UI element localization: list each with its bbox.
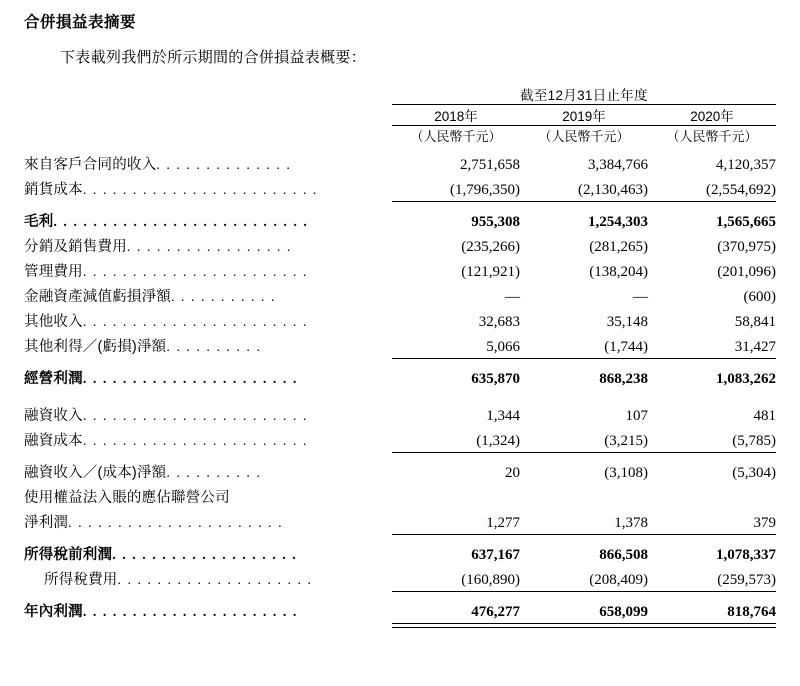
- row-value: (5,785): [732, 433, 776, 449]
- rule-line: [392, 624, 520, 628]
- table-row: [24, 509, 776, 534]
- table-row: [24, 484, 776, 509]
- row-value: (281,265): [589, 239, 648, 255]
- table-row: [24, 151, 776, 176]
- row-label: 其他利得／(虧損)淨額. . . . . . . . . .: [24, 339, 262, 355]
- row-value: 4,120,357: [716, 157, 776, 173]
- row-value: 379: [753, 515, 776, 531]
- row-value: (2,130,463): [578, 182, 648, 198]
- row-label: 融資收入. . . . . . . . . . . . . . . . . . . . . . .: [24, 408, 308, 424]
- row-label: 經營利潤. . . . . . . . . . . . . . . . . . . . . .: [24, 371, 298, 387]
- header-spacer: [24, 84, 392, 104]
- row-label: 融資成本. . . . . . . . . . . . . . . . . . . . . . .: [24, 433, 308, 449]
- column-unit-2: （人民幣千元）: [538, 129, 630, 144]
- row-value: 35,148: [606, 314, 648, 330]
- row-value: 1,277: [486, 515, 520, 531]
- row-value: 866,508: [599, 547, 648, 563]
- row-value: 818,764: [727, 604, 776, 620]
- table-row: [24, 283, 776, 308]
- row-value: [392, 484, 520, 509]
- row-value: 1,078,337: [716, 547, 776, 563]
- row-label: 淨利潤. . . . . . . . . . . . . . . . . . . . . .: [24, 515, 284, 531]
- row-label: 所得稅前利潤. . . . . . . . . . . . . . . . . . .: [24, 547, 298, 563]
- rule-line: [648, 624, 776, 628]
- column-header-year-2: 2019年: [562, 109, 606, 124]
- table-row: [24, 541, 776, 566]
- period-header: 截至12月31日止年度: [520, 88, 648, 103]
- table-row: [24, 333, 776, 358]
- row-value: 107: [625, 408, 648, 424]
- row-label: 分銷及銷售費用. . . . . . . . . . . . . . . . .: [24, 239, 292, 255]
- row-value: (3,215): [604, 433, 648, 449]
- row-value: 20: [505, 465, 520, 481]
- table-row: [24, 598, 776, 623]
- row-label: 所得稅費用. . . . . . . . . . . . . . . . . . . .: [44, 572, 313, 588]
- row-label: 銷貨成本. . . . . . . . . . . . . . . . . . . . . . . .: [24, 182, 318, 198]
- income-statement-table: [24, 84, 776, 628]
- row-label: 毛利. . . . . . . . . . . . . . . . . . . . . . . . . .: [24, 214, 309, 230]
- column-header-year-3: 2020年: [690, 109, 734, 124]
- row-value: (121,921): [461, 264, 520, 280]
- column-unit-1: （人民幣千元）: [410, 129, 502, 144]
- row-value: 658,099: [599, 604, 648, 620]
- row-value: 1,254,303: [588, 214, 648, 230]
- row-value: [520, 484, 648, 509]
- row-value: 481: [753, 408, 776, 424]
- row-value: (2,554,692): [706, 182, 776, 198]
- table-row: [24, 308, 776, 333]
- row-value: (5,304): [732, 465, 776, 481]
- row-value: 955,308: [471, 214, 520, 230]
- row-value: (3,108): [604, 465, 648, 481]
- column-header-year-1: 2018年: [434, 109, 478, 124]
- row-value: 868,238: [599, 371, 648, 387]
- row-label: 金融資產減值虧損淨額. . . . . . . . . . .: [24, 289, 276, 305]
- row-value: —: [633, 289, 648, 305]
- table-row: [24, 208, 776, 233]
- row-value: (1,744): [604, 339, 648, 355]
- row-value: —: [505, 289, 520, 305]
- row-value: (201,096): [717, 264, 776, 280]
- row-value: (160,890): [461, 572, 520, 588]
- row-value: (235,266): [461, 239, 520, 255]
- table-header-years: [24, 105, 776, 126]
- row-value: (259,573): [717, 572, 776, 588]
- spacer-row: [24, 390, 776, 402]
- row-value: (370,975): [717, 239, 776, 255]
- row-value: 476,277: [471, 604, 520, 620]
- row-value: (208,409): [589, 572, 648, 588]
- table-header-period: [24, 84, 776, 104]
- page-title: 合併損益表摘要: [24, 14, 137, 31]
- row-value: 1,378: [614, 515, 648, 531]
- row-value: [648, 484, 776, 509]
- row-value: 58,841: [734, 314, 776, 330]
- year-spacer: [24, 105, 392, 126]
- row-value: 637,167: [471, 547, 520, 563]
- row-label: 年內利潤. . . . . . . . . . . . . . . . . . . . . .: [24, 604, 298, 620]
- column-unit-3: （人民幣千元）: [666, 129, 758, 144]
- rule-line: [520, 624, 648, 628]
- row-value: (600): [743, 289, 776, 305]
- table-row: [24, 459, 776, 484]
- table-row: [24, 365, 776, 390]
- row-value: 1,344: [486, 408, 520, 424]
- row-value: 3,384,766: [588, 157, 648, 173]
- total-rule-bottom: [24, 624, 776, 628]
- table-row: [24, 402, 776, 427]
- row-value: 1,083,262: [716, 371, 776, 387]
- row-value: (1,796,350): [450, 182, 520, 198]
- table-row: [24, 176, 776, 201]
- row-value: 32,683: [478, 314, 520, 330]
- row-value: 1,565,665: [716, 214, 776, 230]
- row-label: 融資收入／(成本)淨額. . . . . . . . . .: [24, 465, 262, 481]
- row-label: 管理費用. . . . . . . . . . . . . . . . . . . . . . .: [24, 264, 308, 280]
- rule-spacer: [24, 624, 392, 628]
- table-row: [24, 427, 776, 452]
- row-label: 使用權益法入賬的應佔聯營公司: [24, 490, 230, 506]
- row-value: 31,427: [734, 339, 776, 355]
- row-value: (1,324): [476, 433, 520, 449]
- intro-paragraph: 下表載列我們於所示期間的合併損益表概要：: [60, 49, 367, 66]
- table-row: [24, 258, 776, 283]
- table-row: [24, 233, 776, 258]
- unit-spacer: [24, 126, 392, 146]
- row-label: 來自客戶合同的收入. . . . . . . . . . . . . .: [24, 157, 292, 173]
- row-label: 其他收入. . . . . . . . . . . . . . . . . . . . . . .: [24, 314, 308, 330]
- row-value: 2,751,658: [460, 157, 520, 173]
- table-row: [24, 566, 776, 591]
- table-header-units: [24, 126, 776, 146]
- row-value: (138,204): [589, 264, 648, 280]
- row-value: 5,066: [486, 339, 520, 355]
- row-value: 635,870: [471, 371, 520, 387]
